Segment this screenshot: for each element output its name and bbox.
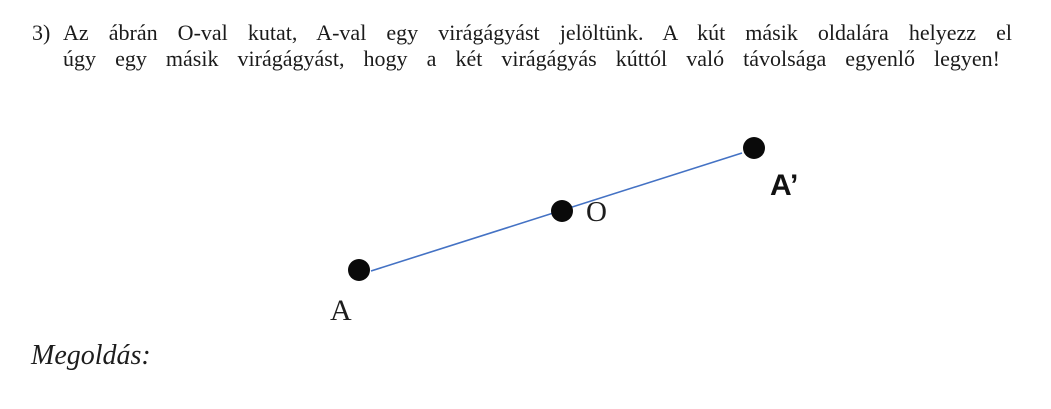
problem-text-line-2: úgy egy másik virágágyást, hogy a két virágágyás kúttól való távolsága egyenlő legyen!: [63, 46, 1000, 71]
solution-heading: Megoldás:: [31, 340, 151, 371]
problem-text-line-1: Az ábrán O-val kutat, A-val egy virágágyást jelöltünk. A kút másik oldalára helyezz el: [63, 20, 1012, 45]
point-label-A-prime: A’: [770, 169, 799, 202]
point-dot-O: [551, 200, 573, 222]
point-label-A: A: [330, 294, 352, 327]
point-dot-A: [348, 259, 370, 281]
point-dot-A-prime: [743, 137, 765, 159]
point-label-O: O: [586, 196, 607, 228]
problem-number: 3): [32, 20, 51, 45]
